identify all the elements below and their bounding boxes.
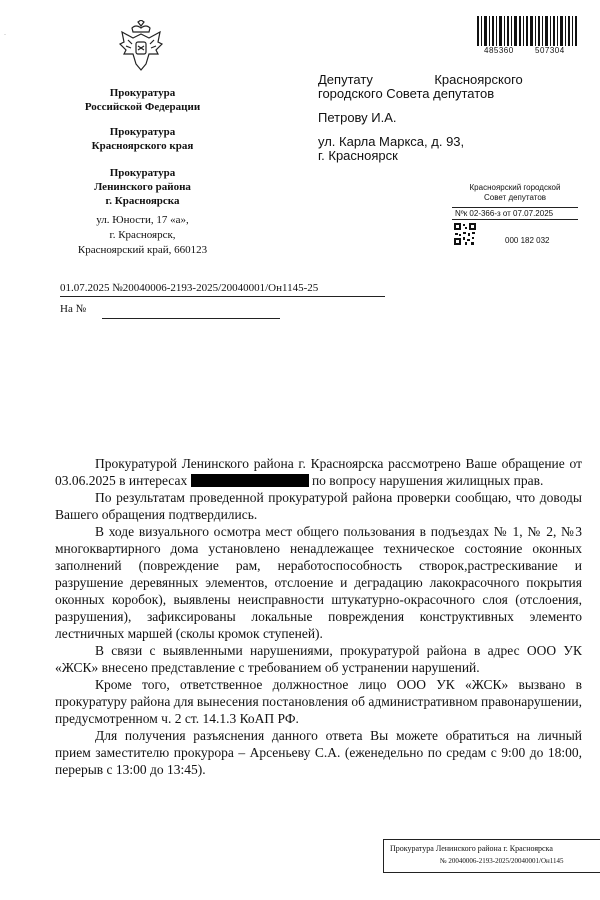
addressee-title-line2: городского Совета депутатов — [318, 86, 495, 101]
addressee-address-line1: ул. Карла Маркса, д. 93, — [318, 134, 465, 149]
qr-code-icon — [454, 223, 476, 245]
org-krasnoyarsk-krai: Прокуратура Красноярского края — [91, 126, 194, 152]
incoming-stamp-number: Nºк 02-366-з от 07.07.2025 — [452, 207, 578, 220]
incoming-stamp-title: Красноярский городской Совет депутатов — [469, 183, 561, 202]
paragraph-3: В ходе визуального осмотра мест общего пользования в подъездах № 1, № 2, №3 многоквартирного дома установлено ненадлежащее техническое состояние оконных заполнений (повреждение рам, неработоспособность створок,растрескивание и разрушение деревянных элементов, отслоение и деградацию лакокрасочного покрытия оконных коробок), выявлены неисправности штукатурно-окрасочного слоя (отслоения, разрушения), зафиксированы локальные повреждения конструктивных элементо лестничных маршей (сколы кромок ступеней). — [55, 524, 582, 641]
addressee-title-line1: Депутату Красноярского — [318, 72, 523, 87]
org-russian-federation: Прокуратура Российской Федерации — [84, 87, 201, 113]
addressee-address-line2: г. Красноярск — [318, 148, 398, 163]
coat-of-arms-emblem — [118, 20, 164, 72]
org-leninsky-district: Прокуратура Ленинского района г. Красноярска — [94, 167, 191, 207]
barcode-image — [477, 16, 577, 46]
paragraph-2: По результатам проведенной прокуратурой района проверки сообщаю, что доводы Вашего обращения подтвердились. — [55, 490, 582, 522]
paragraph-6: Для получения разъяснения данного ответа Вы можете обратиться на личный прием заместителю прокурора – Арсеньеву С.А. (еженедельно по средам с 9:00 до 18:00, перерыв с 13:00 до 13:45). — [55, 728, 582, 777]
letter-body — [55, 455, 582, 778]
paragraph-5: Кроме того, ответственное должностное лицо ООО УК «ЖСК» вызвано в прокуратуру района для вынесения постановления об административном правонарушении, предусмотренном ч. 2 ст. 14.1.3 КоАП РФ. — [55, 677, 583, 726]
outgoing-stamp-title: Прокуратура Ленинского района г. Красноярска — [390, 844, 553, 853]
outgoing-stamp-number: № 20040006-2193-2025/20040001/Он1145 — [440, 857, 564, 865]
sender-address: ул. Юности, 17 «а», г. Красноярск, Красноярский край, 660123 — [77, 214, 208, 256]
paragraph-1: Прокуратурой Ленинского района г. Красноярска рассмотрено Ваше обращение от 03.06.2025 в интересах по вопросу нарушения жилищных прав. — [55, 456, 582, 488]
outgoing-number: №20040006-2193-2025/20040001/Он1145-25 — [112, 282, 319, 294]
reply-to-underline — [102, 318, 280, 319]
redaction-bar — [191, 474, 309, 487]
addressee-name: Петрову И.А. — [318, 110, 397, 125]
outgoing-underline — [60, 296, 385, 297]
barcode-number-left: 485360 — [484, 46, 514, 55]
reply-to-label: На № — [60, 303, 87, 315]
outgoing-date: 01.07.2025 — [60, 282, 110, 294]
margin-mark: · — [4, 32, 6, 38]
incoming-stamp-reg-code: 000 182 032 — [505, 236, 550, 245]
paragraph-4: В связи с выявленными нарушениями, прокуратурой района в адрес ООО УК «ЖСК» внесено представление с требованием об устранении нарушений. — [55, 643, 582, 675]
outgoing-date-number — [60, 282, 318, 294]
barcode-number-right: 507304 — [535, 46, 565, 55]
